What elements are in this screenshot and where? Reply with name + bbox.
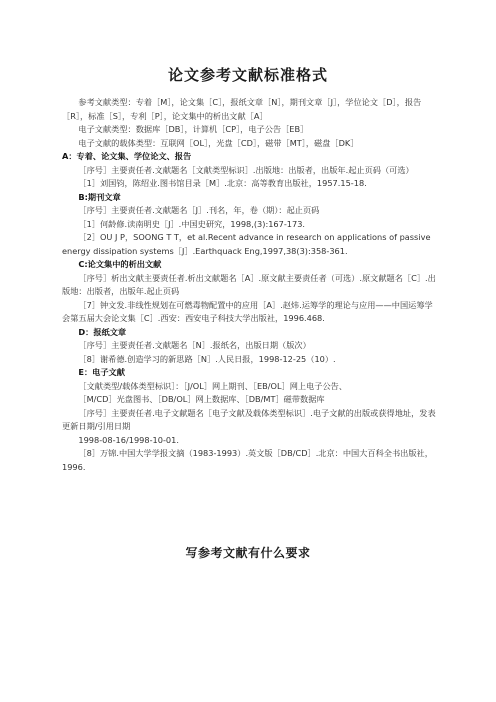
- paragraph-line: 电子文献的载体类型：互联网［OL］，光盘［CD］，磁带［MT］，磁盘［DK］: [78, 137, 359, 148]
- page-title: 论文参考文献标准格式: [167, 66, 328, 84]
- paragraph-line: ［7］钟文发.非线性规划在可燃毒物配置中的应用［A］.赵炜.运筹学的理论与应用——中国运筹学会第五届大会论文集［C］.西安：西安电子科技大学出版社，1996.468.: [62, 299, 433, 323]
- paragraph-line: ［1］何龄修.读南明史［J］.中国史研究，1998,(3):167-173.: [78, 218, 306, 229]
- paragraph-line: ［序号］主要责任者.文献题名［J］.刊名，年，卷（期）：起止页码: [78, 205, 320, 215]
- paragraph-line: ［文献类型/载体类型标识］：［J/OL］网上期刊、［EB/OL］网上电子公告、: [78, 380, 348, 391]
- document-body: [62, 96, 438, 474]
- paragraph-line: ［序号］析出文献主要责任者.析出文献题名［A］.原文献主要责任者（可选）.原文献题名［C］.出版地：出版者，出版年.起止页码: [62, 272, 436, 296]
- paragraph-line: 1998-08-16/1998-10-01.: [78, 434, 179, 445]
- paragraph-line: ［8］谢希德.创造学习的新思路［N］.人民日报，1998-12-25（10）.: [78, 353, 336, 364]
- paragraph-line: ［8］万锦.中国大学学报文摘（1983-1993）.英文版［DB/CD］.北京：中国大百科全书出版社，1996.: [62, 448, 433, 472]
- section-heading: D：报纸文章: [78, 326, 127, 337]
- paragraph-line: 电子文献类型：数据库［DB］，计算机［CP］，电子公告［EB］: [78, 124, 309, 134]
- section-title: 写参考文献有什么要求: [185, 546, 311, 560]
- section-heading: E：电子文献: [78, 367, 125, 377]
- section-heading: A：专着、论文集、学位论文、报告: [62, 151, 192, 161]
- paragraph-line: ［2］OU J P，SOONG T T，et al.Recent advance in research on applications of passive energy dissipation systems［J］.Earthquack Eng,1997,38(3):358-361.: [62, 232, 431, 256]
- paragraph-line: ［序号］主要责任者.文献题名［N］.报纸名，出版日期（版次）: [78, 340, 311, 350]
- paragraph-line: ［序号］主要责任者.文献题名［文献类型标识］.出版地：出版者，出版年.起止页码（可选）: [78, 164, 414, 175]
- paragraph-line: ［序号］主要责任者.电子文献题名［电子文献及载体类型标识］.电子文献的出版或获得地址，发表更新日期/引用日期: [62, 407, 436, 431]
- paragraph-line: ［M/CD］光盘图书、［DB/OL］网上数据库、［DB/MT］磁带数据库: [78, 394, 325, 404]
- section-heading: C:论文集中的析出文献: [78, 259, 162, 269]
- paragraph-line: ［1］刘国钧，陈绍业.图书馆目录［M］.北京：高等教育出版社，1957.15-18.: [78, 178, 367, 188]
- section-heading: B:期刊文章: [78, 191, 121, 202]
- paragraph-line: 参考文献类型：专着［M］，论文集［C］，报纸文章［N］，期刊文章［J］，学位论文［D］，报告［R］，标准［S］，专利［P］，论文集中的析出文献［A］: [62, 97, 422, 121]
